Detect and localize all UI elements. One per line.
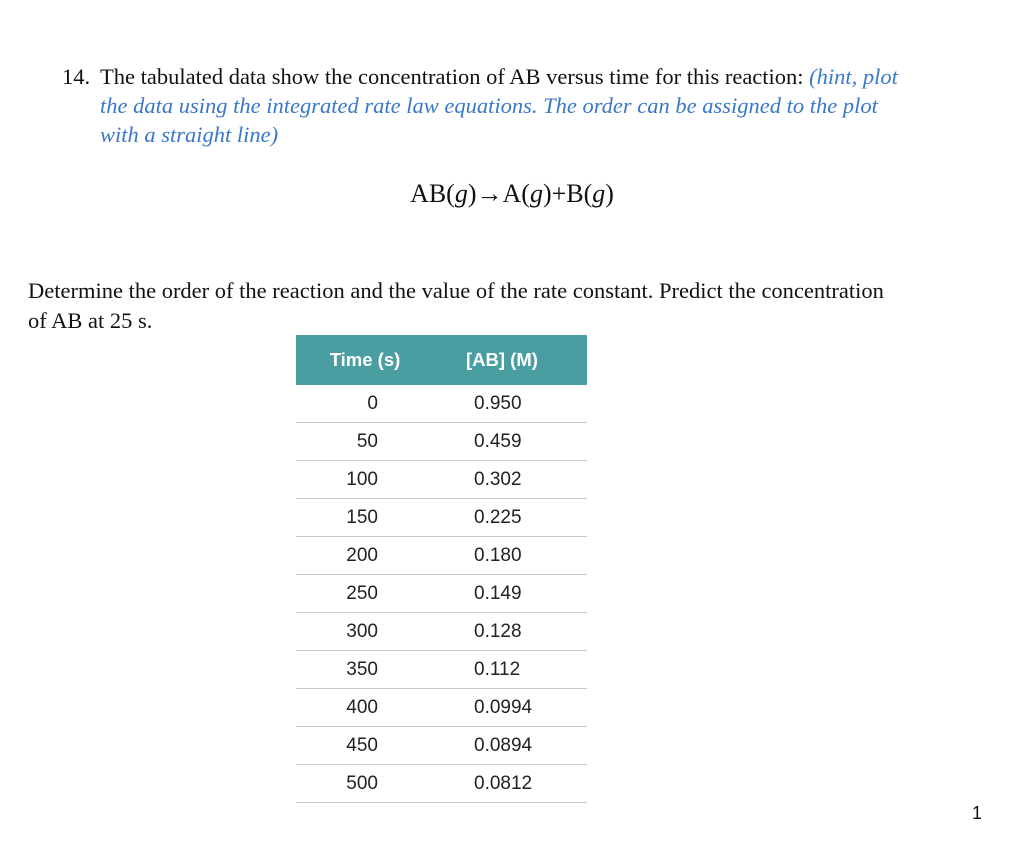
concentration-cell: 0.950 [434, 385, 587, 423]
concentration-cell: 0.0994 [434, 689, 587, 727]
question-number: 14. [62, 64, 91, 89]
concentration-cell: 0.459 [434, 423, 587, 461]
time-cell: 250 [296, 575, 434, 613]
time-cell: 100 [296, 461, 434, 499]
concentration-cell: 0.302 [434, 461, 587, 499]
concentration-cell: 0.149 [434, 575, 587, 613]
equation-phase: g [592, 179, 606, 208]
hint-text-line1: (hint, plot [809, 64, 898, 89]
table-header-row [296, 335, 587, 385]
table-row [296, 727, 587, 765]
table-row [296, 575, 587, 613]
task-prompt [28, 276, 988, 336]
equation-phase: g [454, 179, 468, 208]
page-number: 1 [972, 803, 983, 823]
table-row [296, 651, 587, 689]
table-row [296, 765, 587, 803]
table-row [296, 689, 587, 727]
header-concentration: [AB] (M) [434, 335, 587, 385]
hint-text-line2: the data using the integrated rate law equations. The order can be assigned to the plot [100, 93, 878, 118]
equation-phase: g [529, 179, 543, 208]
time-cell: 400 [296, 689, 434, 727]
time-cell: 450 [296, 727, 434, 765]
task-prompt-line2: of AB at 25 s. [28, 308, 153, 333]
equation-part: )→A( [467, 179, 530, 208]
time-cell: 200 [296, 537, 434, 575]
time-cell: 300 [296, 613, 434, 651]
time-cell: 500 [296, 765, 434, 803]
header-time: Time (s) [296, 335, 434, 385]
concentration-cell: 0.112 [434, 651, 587, 689]
time-cell: 350 [296, 651, 434, 689]
table-row [296, 423, 587, 461]
time-cell: 150 [296, 499, 434, 537]
table-row [296, 537, 587, 575]
equation-part: AB( [410, 179, 455, 208]
table-row [296, 461, 587, 499]
concentration-cell: 0.0812 [434, 765, 587, 803]
concentration-cell: 0.225 [434, 499, 587, 537]
question-text [62, 62, 992, 149]
table-body [296, 385, 587, 803]
question-body: The tabulated data show the concentration of AB versus time for this reaction: [100, 64, 810, 89]
hint-text-line3: with a straight line) [100, 122, 279, 147]
equation-part: )+B( [542, 179, 593, 208]
equation-part: ) [605, 179, 614, 208]
table-row [296, 613, 587, 651]
table-row [296, 385, 587, 423]
time-cell: 50 [296, 423, 434, 461]
concentration-table [296, 335, 587, 803]
task-prompt-line1: Determine the order of the reaction and the value of the rate constant. Predict the concentration [28, 278, 884, 303]
table-row [296, 499, 587, 537]
concentration-cell: 0.128 [434, 613, 587, 651]
time-cell: 0 [296, 385, 434, 423]
concentration-cell: 0.180 [434, 537, 587, 575]
reaction-equation [0, 178, 1024, 210]
concentration-cell: 0.0894 [434, 727, 587, 765]
